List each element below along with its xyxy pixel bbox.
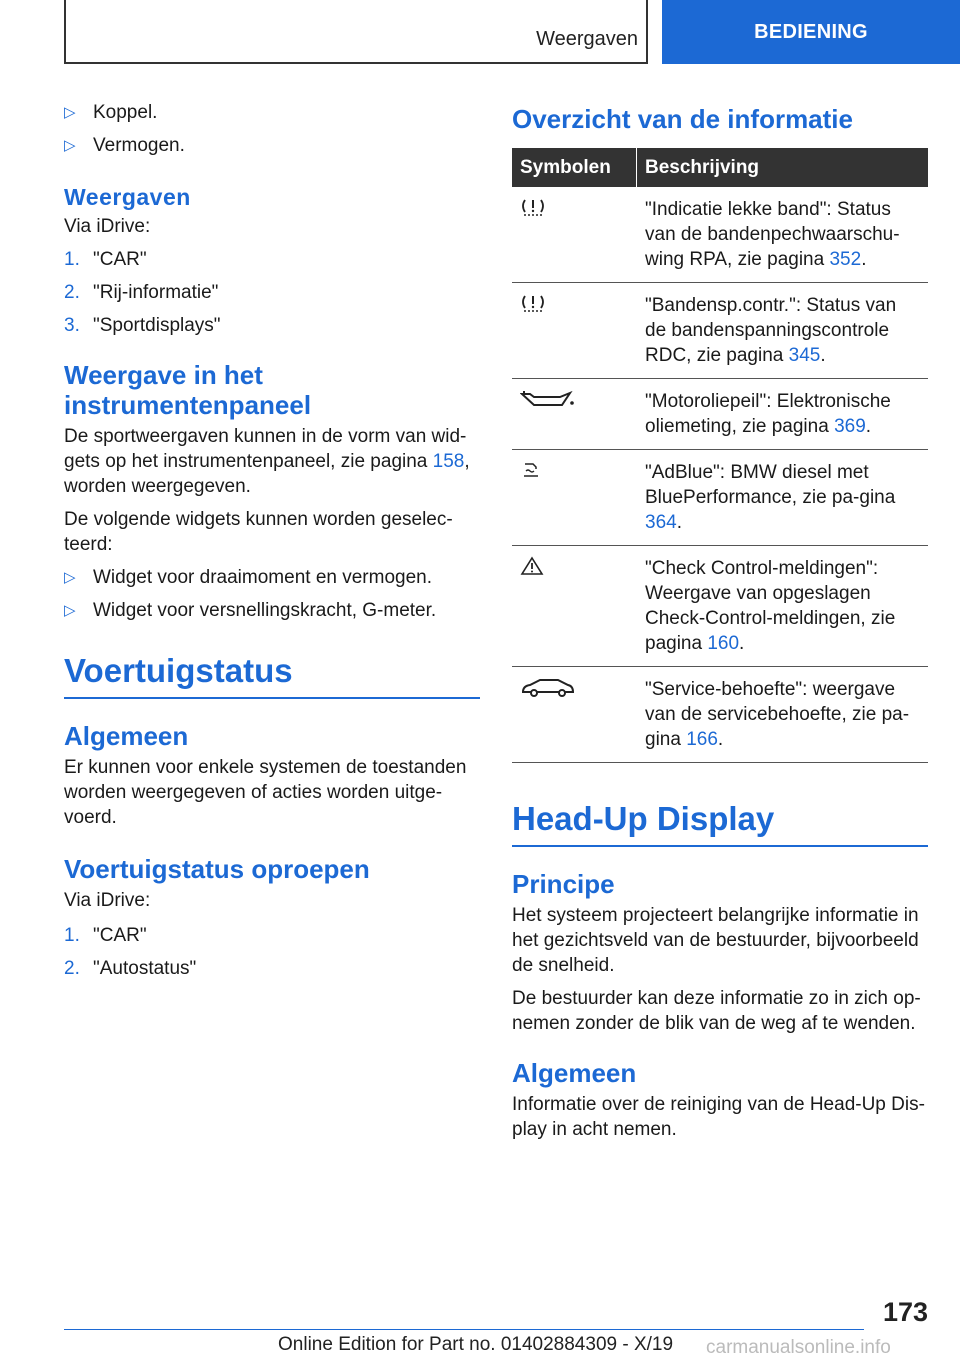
intro-text: Via iDrive: <box>64 216 151 237</box>
bullet-item: ▷ Widget voor versnellingskracht, G-meter. <box>64 600 437 621</box>
heading-instrumentenpaneel: Weergave in het instrumentenpaneel <box>64 360 312 420</box>
info-table <box>512 148 928 763</box>
table-row: "Check Control-meldingen": Weergave van opgeslagen Check-Control-meldingen, zie pagina 160. <box>512 546 928 667</box>
table-row: "AdBlue": BMW diesel met BluePerformance, zie pa-gina 364. <box>512 450 928 546</box>
service-car-icon <box>520 677 576 699</box>
table-header-row <box>512 148 928 187</box>
heading-head-up-display: Head-Up Display <box>512 799 928 847</box>
instrument-paragraph: De sportweergaven kunnen in de vorm van wid-gets op het instrumentenpaneel, zie pagina 158, worden weergegeven. <box>64 426 470 497</box>
column-header-symbolen: Symbolen <box>512 148 637 187</box>
step-item: 1. "CAR" <box>64 925 147 946</box>
bullet-item: ▷ Koppel. <box>64 102 158 123</box>
bullet-triangle-icon: ▷ <box>64 137 76 154</box>
page-link[interactable]: 158 <box>432 451 465 472</box>
table-row: "Motoroliepeil": Elektronische oliemeting, zie pagina 369. <box>512 379 928 450</box>
step-item: 1. "CAR" <box>64 249 147 270</box>
bullet-item: ▷ Vermogen. <box>64 135 185 156</box>
right-column <box>512 100 928 1150</box>
bullet-triangle-icon: ▷ <box>64 602 76 619</box>
page-link[interactable]: 352 <box>829 249 862 270</box>
page-number: 173 <box>882 1297 928 1327</box>
step-item: 2. "Rij-informatie" <box>64 282 219 303</box>
heading-voertuigstatus-oproepen: Voertuigstatus oproepen <box>64 854 370 884</box>
oil-can-icon <box>520 389 576 411</box>
tire-pressure-warning-icon <box>520 197 546 217</box>
tire-pressure-warning-icon <box>520 293 546 313</box>
heading-principe: Principe <box>512 869 615 899</box>
principe-paragraph-2: De bestuurder kan deze informatie zo in zich op-nemen zonder de blik van de weg af te wenden. <box>512 988 921 1034</box>
step-item: 3. "Sportdisplays" <box>64 315 221 336</box>
header-section-title: Weergaven <box>536 28 638 50</box>
watermark: carmanualsonline.info <box>706 1337 891 1358</box>
column-header-beschrijving: Beschrijving <box>637 148 929 187</box>
adblue-icon <box>520 460 542 480</box>
bullet-triangle-icon: ▷ <box>64 569 76 586</box>
page-link[interactable]: 166 <box>686 729 718 750</box>
table-row: "Service-behoefte": weergave van de servicebehoefte, zie pa-gina 166. <box>512 667 928 763</box>
left-column <box>64 100 480 989</box>
page-link[interactable]: 369 <box>834 416 866 437</box>
instrument-paragraph-2: De volgende widgets kunnen worden geselec-teerd: <box>64 509 453 555</box>
intro-text: Via iDrive: <box>64 890 151 911</box>
heading-weergaven: Weergaven <box>64 184 191 210</box>
edition-text: Online Edition for Part no. 01402884309 - X/19 <box>278 1334 674 1355</box>
algemeen-hud-paragraph: Informatie over de reiniging van de Head-Up Dis-play in acht nemen. <box>512 1094 925 1140</box>
step-item: 2. "Autostatus" <box>64 958 197 979</box>
page-link[interactable]: 364 <box>645 512 677 533</box>
heading-overzicht: Overzicht van de informatie <box>512 104 853 134</box>
header-chapter-tab <box>662 0 960 64</box>
bullet-item: ▷ Widget voor draaimoment en vermogen. <box>64 567 432 588</box>
header-chapter-label: BEDIENING <box>754 20 868 43</box>
page-link[interactable]: 345 <box>788 345 821 366</box>
heading-algemeen-hud: Algemeen <box>512 1058 637 1088</box>
table-row: "Indicatie lekke band": Status van de bandenpechwaarschu-wing RPA, zie pagina 352. <box>512 187 928 283</box>
page-link[interactable]: 160 <box>707 633 740 654</box>
algemeen-paragraph: Er kunnen voor enkele systemen de toestanden worden weergegeven of acties worden uitge-voerd. <box>64 757 467 828</box>
heading-algemeen: Algemeen <box>64 721 189 751</box>
bullet-triangle-icon: ▷ <box>64 104 76 121</box>
warning-triangle-icon <box>520 556 544 576</box>
table-row: "Bandensp.contr.": Status van de bandenspanningscontrole RDC, zie pagina 345. <box>512 283 928 379</box>
principe-paragraph: Het systeem projecteert belangrijke informatie in het gezichtsveld van de bestuurder, bijvoorbeeld de snelheid. <box>512 905 919 976</box>
heading-voertuigstatus: Voertuigstatus <box>64 651 480 699</box>
footer-divider <box>64 1329 864 1330</box>
